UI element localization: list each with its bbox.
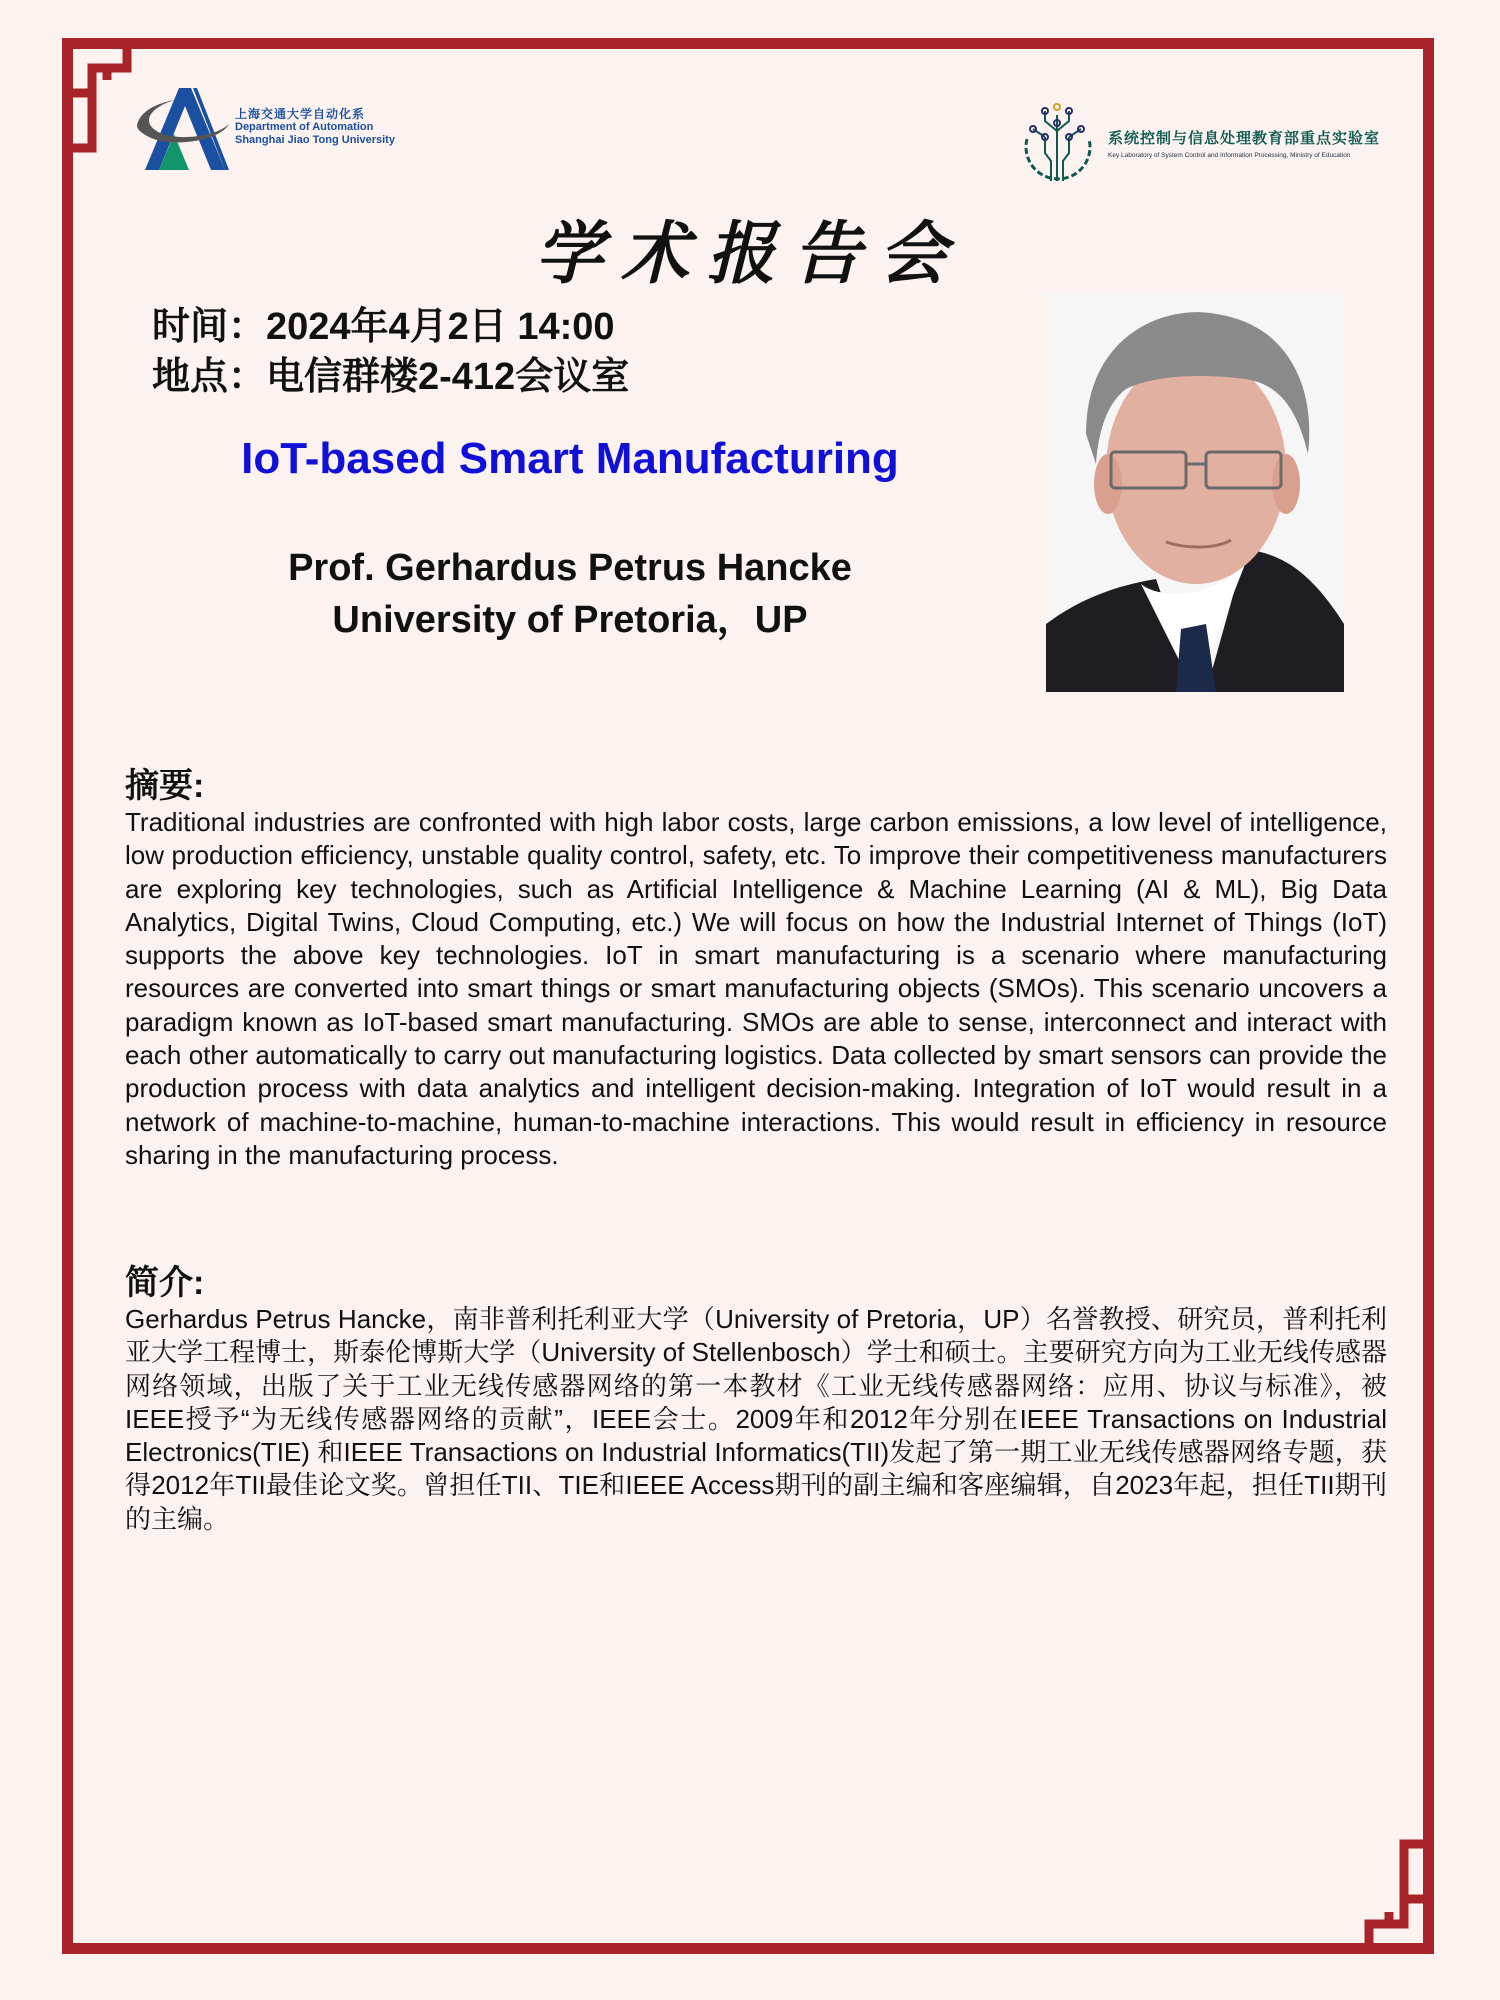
event-info	[152, 302, 629, 402]
abstract-section	[125, 766, 1387, 1172]
event-time: 时间：2024年4月2日 14:00	[152, 306, 615, 348]
lab-name-en: Key Laboratory of System Control and Information Processing, Ministry of Education	[1108, 152, 1351, 159]
event-location: 地点：电信群楼2-412会议室	[152, 356, 630, 398]
key-laboratory-logo	[1015, 98, 1415, 188]
speaker-name: Prof. Gerhardus Petrus Hancke	[288, 547, 852, 589]
bio-heading: 简介:	[125, 1264, 205, 1302]
department-name-cn: 上海交通大学自动化系	[235, 106, 366, 121]
speaker-block	[150, 542, 990, 646]
bio-section	[125, 1263, 1387, 1536]
department-logo	[135, 82, 455, 172]
department-name-en: Department of Automation	[235, 120, 374, 133]
university-name-en: Shanghai Jiao Tong University	[235, 133, 395, 146]
speaker-portrait-icon	[1046, 294, 1344, 692]
abstract-body: Traditional industries are confronted with high labor costs, large carbon emissions, a low level of intelligence, low production efficiency, unstable quality control, safety, etc. To improve their competitiveness manufacturers are exploring key technologies, such as Artificial Intelligence & Machine Learning (AI & ML), Big Data Analytics, Digital Twins, Cloud Computing, etc.) We will focus on how the Industrial Internet of Things (IoT) supports the above key technologies. IoT in smart manufacturing is a scenario where manufacturing resources are converted into smart things or smart manufacturing objects (SMOs). This scenario uncovers a paradigm known as IoT-based smart manufacturing. SMOs are able to sense, interconnect and interact with each other automatically to carry out manufacturing logistics. Data collected by smart sensors can provide the production process with data analytics and intelligent decision-making. Integration of IoT would result in a network of machine-to-machine, human-to-machine interactions. This would result in efficiency in resource sharing in the manufacturing process.	[125, 807, 1387, 1170]
gear-circuit-tree-logo-icon	[1015, 101, 1100, 186]
bio-body: Gerhardus Petrus Hancke，南非普利托利亚大学（University of Pretoria，UP）名誉教授、研究员，普利托利亚大学工程博士，斯泰伦博斯大学（University of Stellenbosch）学士和硕士。主要研究方向为工业无线传感器网络领域，出版了关于工业无线传感器网络的第一本教材《工业无线传感器网络：应用、协议与标准》，被IEEE授予“为无线传感器网络的贡献”，IEEE会士。2009年和2012年分别在IEEE Transactions on Industrial Electronics(TIE) 和IEEE Transactions on Industrial Informatics(TII)发起了第一期工业无线传感器网络专题，获得2012年TII最佳论文奖。曾担任TII、TIE和IEEE Access期刊的副主编和客座编辑，自2023年起，担任TII期刊的主编。	[125, 1304, 1387, 1534]
speaker-photo	[1046, 294, 1344, 692]
talk-title: IoT-based Smart Manufacturing	[241, 434, 899, 483]
speaker-affiliation: University of Pretoria，UP	[332, 599, 808, 641]
poster-title: 学术报告会	[534, 214, 965, 294]
abstract-heading: 摘要:	[125, 767, 205, 805]
fret-corner-ornament-bottom-right	[1304, 1784, 1434, 1954]
sjtu-automation-logo-icon	[135, 82, 231, 172]
lab-name-cn: 系统控制与信息处理教育部重点实验室	[1108, 130, 1381, 147]
